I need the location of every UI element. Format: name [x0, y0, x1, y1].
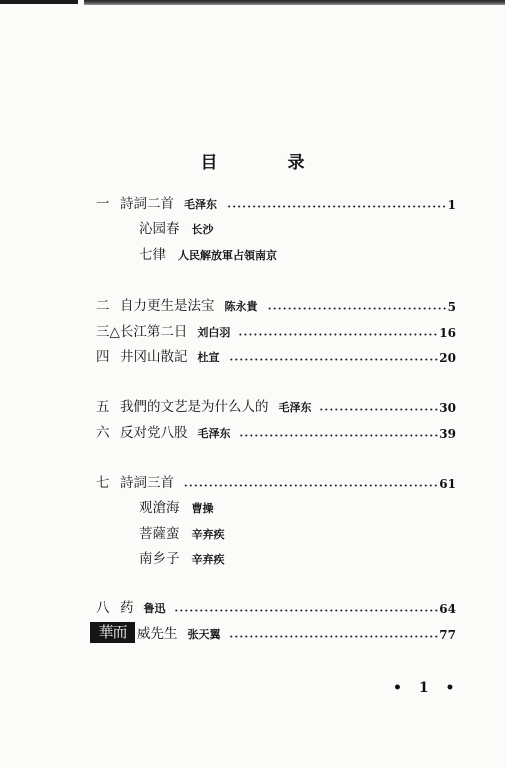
subentry-note: 辛弃疾 — [191, 553, 225, 566]
entry-number: 七 — [96, 475, 110, 491]
entry-page: 20 — [439, 351, 456, 365]
dot-leader — [174, 609, 439, 612]
toc-entry-8[interactable] — [96, 598, 456, 616]
subentry-note: 人民解放軍占領南京 — [178, 249, 277, 262]
dot-leader — [228, 358, 439, 361]
dot-leader — [225, 205, 447, 208]
subentry-title: 观滄海 — [139, 500, 180, 516]
subentry-note: 长沙 — [191, 223, 214, 236]
entry-number: 五 — [96, 399, 110, 415]
entry-author: 毛泽东 — [184, 198, 217, 211]
toc-entry-7[interactable] — [96, 473, 456, 491]
entry-title: 威先生 — [137, 626, 178, 642]
dot-leader — [320, 408, 439, 411]
entry-title: 长江第二日 — [119, 324, 188, 340]
page-title: 目 录 — [200, 153, 337, 173]
entry-number: 三△ — [96, 324, 120, 340]
toc-entry-2[interactable] — [96, 296, 456, 314]
entry-author: 刘白羽 — [197, 326, 231, 339]
subentry-title: 南乡子 — [139, 551, 180, 567]
entry-page: 61 — [439, 477, 456, 491]
dot-leader — [239, 434, 439, 437]
subentry-note: 曹操 — [191, 502, 214, 515]
entry-author: 毛泽东 — [278, 401, 312, 414]
entry-author: 张天翼 — [187, 628, 221, 641]
entry-title: 药 — [120, 600, 134, 616]
entry-page: 77 — [439, 628, 456, 642]
toc-entry-9[interactable] — [137, 624, 456, 642]
toc-entry-1[interactable] — [96, 194, 456, 212]
entry-page: 39 — [439, 427, 456, 441]
top-border-right — [84, 0, 505, 5]
toc-subentry[interactable] — [139, 219, 214, 237]
entry-page: 64 — [439, 602, 456, 616]
entry-title: 反对党八股 — [120, 425, 188, 441]
dot-leader — [182, 484, 438, 487]
subentry-title: 菩薩蛮 — [139, 526, 180, 542]
library-stamp: 華而 — [90, 622, 135, 643]
entry-page: 30 — [439, 401, 456, 415]
entry-title: 井冈山散記 — [120, 349, 188, 365]
toc-entry-5[interactable] — [96, 397, 456, 415]
dot-leader — [229, 635, 439, 638]
subentry-note: 辛弃疾 — [191, 528, 225, 541]
toc-subentry[interactable] — [139, 549, 225, 567]
toc-subentry[interactable] — [139, 498, 214, 516]
entry-author: 杜宣 — [197, 351, 220, 364]
toc-subentry[interactable] — [139, 245, 277, 263]
dot-leader — [238, 333, 438, 336]
toc-entry-4[interactable] — [96, 347, 456, 365]
subentry-title: 沁园春 — [139, 221, 180, 237]
entry-title: 我們的文艺是为什么人的 — [120, 399, 269, 415]
entry-number: 一 — [96, 196, 110, 212]
subentry-title: 七律 — [139, 247, 166, 263]
top-border-left — [0, 0, 78, 4]
toc-entry-6[interactable] — [96, 423, 456, 441]
entry-page: 16 — [439, 326, 456, 340]
entry-page: 5 — [447, 300, 456, 314]
entry-title: 詩詞三首 — [120, 475, 174, 491]
top-border — [0, 0, 505, 6]
page-number: • 1 • — [393, 680, 461, 696]
entry-author: 鲁迅 — [143, 602, 166, 615]
entry-page: 1 — [447, 198, 456, 212]
entry-number: 六 — [96, 425, 110, 441]
entry-title: 詩詞二首 — [120, 196, 174, 212]
toc-entry-3[interactable] — [96, 322, 456, 340]
entry-number: 二 — [96, 298, 110, 314]
entry-author: 毛泽东 — [197, 427, 231, 440]
entry-title: 自力更生是法宝 — [120, 298, 215, 314]
entry-number: 八 — [96, 600, 110, 616]
entry-number: 四 — [96, 349, 110, 365]
entry-author: 陈永貴 — [224, 300, 258, 313]
toc-subentry[interactable] — [139, 524, 225, 542]
dot-leader — [266, 307, 447, 310]
